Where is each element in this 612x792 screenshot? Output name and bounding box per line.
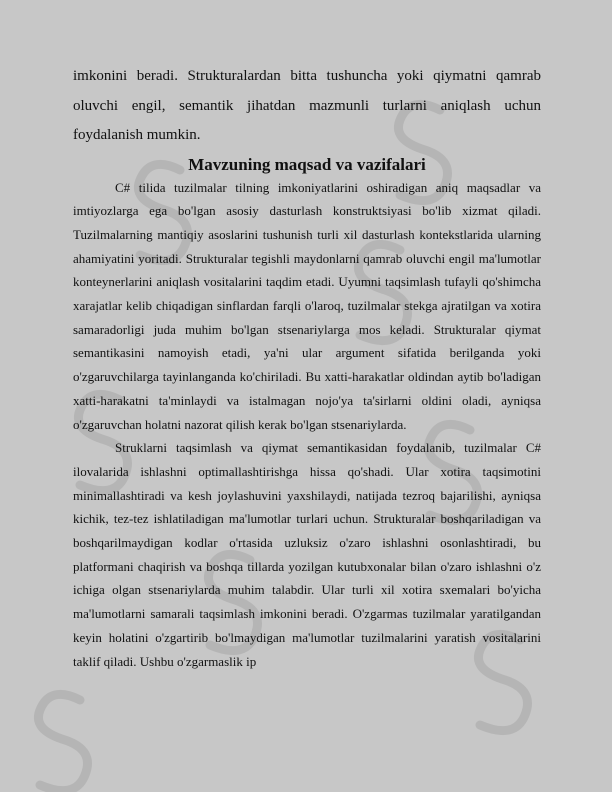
section-heading: Mavzuning maqsad va vazifalari xyxy=(188,154,426,174)
intro-paragraph: imkonini beradi. Strukturalardan bitta tushuncha yoki qiymatni qamrab oluvchi engil, semantik jihatdan mazmunli turlarni aniqlash uchun foydalanish mumkin. xyxy=(73,68,541,143)
body-paragraph-1: C# tilida tuzilmalar tilning imkoniyatlarini oshiradigan aniq maqsadlar va imtiyozlarga ega bo'lgan asosiy dasturlash konstruktsiyasi bo'lib xizmat qiladi. Tuzilmalarning mantiqiy asoslarini tushunish turli xil dasturlash kontekstlarida ularning ahamiyatini yoritadi. Strukturalar tegishli maydonlarni qamrab oluvchi engil ma'lumotlar konteynerlarini aniqlash vositalarini taqdim etadi. Uyumni taqsimlash tufayli qo'shimcha xarajatlar kelib chiqadigan sinflardan farqli o'laroq, tuzilmalar stekga ajratilgan va xotira samaradorligi juda muhim bo'lgan stsenariylarga mos keladi. Strukturalar qiymat semantikasini namoyish etadi, ya'ni ular argument sifatida berilganda yoki o'zgaruvchilarga tayinlanganda ko'chiriladi. Bu xatti-harakatlar oldindan aytib bo'ladigan xatti-harakatni ta'minlaydi va istalmagan nojo'ya ta'sirlarni oldini oladi, ayniqsa o'zgaruvchan holatni nazorat qilish kerak bo'lgan stsenariylarda. xyxy=(73,179,541,432)
body-paragraph-2: Struklarni taqsimlash va qiymat semantikasidan foydalanib, tuzilmalar C# ilovalarida ishlashni optimallashtirishga hissa qo'shadi. Ular xotira taqsimotini minimallashtiradi va kesh joylashuvini yaxshilaydi, natijada tezroq bajarilishi, ayniqsa kichik, tez-tez ishlatiladigan ma'lumotlar turlari uchun. Strukturalar boshqariladigan va boshqarilmaydigan kodlar o'rtasida uzluksiz o'zaro ishlashni osonlashtiradi, bu platformani chaqirish va boshqa tillarda yozilgan kutubxonalar bilan o'zaro ishlashni o'z ichiga olgan stsenariylarda muhim talabdir. Ular turli xil xotira sxemalari bo'yicha ma'lumotlarni samarali taqsimlash imkonini beradi. O'zgarmas tuzilmalar yaratilgandan keyin holatini o'zgartirib bo'lmaydigan ma'lumotlar tuzilmalarini yaratish vositalarini taklif qiladi. Ushbu o'zgarmaslik ip xyxy=(73,440,541,669)
document-body xyxy=(73,62,541,673)
